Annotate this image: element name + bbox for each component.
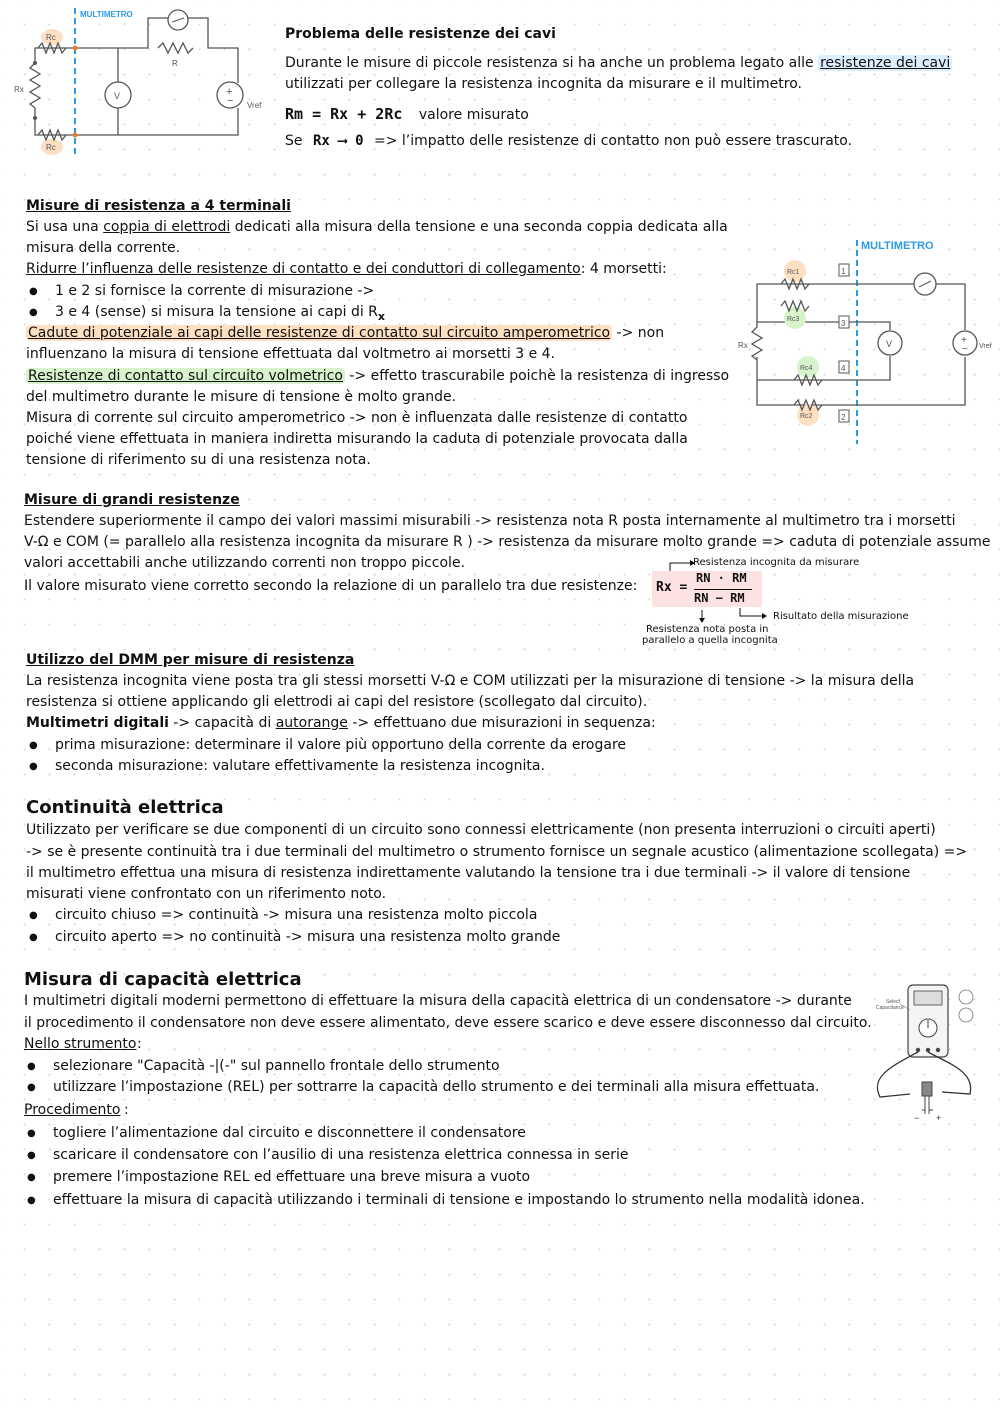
- paragraph-line: Ridurre l’influenza delle resistenze di contatto e dei conduttori di collegamento: 4 morsetti:: [26, 261, 667, 277]
- paragraph-line: utilizzati per collegare la resistenza incognita da misurare e il multimetro.: [285, 76, 802, 92]
- paragraph-line: La resistenza incognita viene posta tra gli stessi morsetti V-Ω e COM utilizzati per la misurazione di tensione -> la misura della: [26, 673, 915, 689]
- paragraph-line: misurati viene confrontato con un riferimento noto.: [26, 886, 387, 902]
- svg-text:−: −: [962, 344, 968, 355]
- paragraph-line: Durante le misure di piccole resistenza si ha anche un problema legato alle resistenze dei cavi: [285, 55, 951, 71]
- svg-text:Rc: Rc: [46, 143, 56, 152]
- paragraph-line: Resistenze di contatto sul circuito volmetrico -> effetto trascurabile poichè la resistenza di ingresso: [28, 368, 730, 384]
- paragraph-line: V-Ω e COM (= parallelo alla resistenza incognita da misurare R ) -> resistenza da misurare molto grande => caduta di potenziale assume: [24, 534, 991, 550]
- handwritten-limit: Rx ⟶ 0: [312, 133, 364, 149]
- annotation: parallelo a quella incognita: [642, 635, 778, 646]
- paragraph-line: del multimetro durante le misure di tensione è molto grande.: [26, 389, 457, 405]
- svg-text:+: +: [226, 86, 233, 98]
- section-title-capacitance: Misura di capacità elettrica: [24, 969, 302, 990]
- paragraph-line: Cadute di potenziale ai capi delle resistenze di contatto sul circuito amperometrico -> non: [28, 325, 665, 341]
- paragraph-line: Si usa una coppia di elettrodi dedicati alla misura della tensione e una seconda coppia dedicata alla: [26, 219, 728, 235]
- list-item: ● 1 e 2 si fornisce la corrente di misurazione ->: [55, 281, 374, 302]
- list-item: ● 3 e 4 (sense) si misura la tensione ai capi di $R_x$: [55, 302, 385, 327]
- formula-line: Se Rx ⟶ 0 => l’impatto delle resistenze di contatto non può essere trascurato.: [285, 133, 853, 149]
- formula-line: Rm = Rx + 2Rc valore misurato: [285, 105, 529, 123]
- svg-text:+: +: [961, 335, 967, 346]
- paragraph-line: Utilizzato per verificare se due componenti di un circuito sono connessi elettricamente (non presenta interruzioni o circuiti aperti): [26, 822, 936, 838]
- svg-text:Rc4: Rc4: [800, 365, 813, 372]
- svg-text:Rc3: Rc3: [787, 316, 800, 323]
- paragraph-line: I multimetri digitali moderni permettono di effettuare la misura della capacità elettrica di un condensatore -> durante: [24, 993, 852, 1009]
- paragraph-line: Multimetri digitali -> capacità di autorange -> effettuano due misurazioni in sequenza:: [26, 715, 656, 731]
- formula-box: Rx = RN · RM RN − RM: [652, 571, 762, 607]
- list-item: ● premere l’impostazione REL ed effettuare una breve misura a vuoto: [53, 1167, 530, 1188]
- handwritten-formula: Rm = Rx + 2Rc: [285, 105, 403, 123]
- svg-text:Rc2: Rc2: [800, 413, 813, 420]
- list-item: ● utilizzare l’impostazione (REL) per sottrarre la capacità dello strumento e dei terminali alla misura effettuata.: [53, 1077, 819, 1098]
- paragraph-line: Estendere superiormente il campo dei valori massimi misurabili -> resistenza nota R posta internamente al multimetro tra i morsetti: [24, 513, 956, 529]
- svg-text:Rc1: Rc1: [787, 269, 800, 276]
- paragraph-line: Procedimento: [24, 1102, 121, 1118]
- paragraph-line: valori accettabili anche utilizzando correnti non troppo piccole.: [24, 555, 466, 571]
- highlight-text: Resistenze di contatto sul circuito volmetrico: [28, 368, 343, 384]
- list-item: ● effettuare la misura di capacità utilizzando i terminali di tensione e impostando lo strumento nella modalità idonea.: [53, 1190, 865, 1211]
- highlight-text: Cadute di potenziale ai capi delle resistenze di contatto sul circuito amperometrico: [28, 325, 611, 341]
- annotation: Resistenza incognita da misurare: [693, 557, 860, 568]
- multimeter-label: MULTIMETRO: [861, 240, 934, 252]
- paragraph-line: -> se è presente continuità tra i due terminali del multimetro o strumento fornisce un segnale acustico (alimentazione scollegata) =>: [26, 844, 968, 860]
- paragraph-line: Il valore misurato viene corretto secondo la relazione di un parallelo tra due resistenze:: [24, 578, 638, 594]
- four-wire-circuit: [735, 232, 997, 447]
- paragraph-line: poiché viene effettuata in maniera indiretta misurando la caduta di potenziale provocata dalla: [26, 431, 688, 447]
- paragraph-line: il procedimento il condensatore non deve essere alimentato, deve essere scarico e deve essere disconnesso dal circuito.: [24, 1015, 872, 1031]
- list-item: ● togliere l’alimentazione dal circuito e disconnettere il condensatore: [53, 1123, 526, 1144]
- paragraph-line: tensione di riferimento su di una resistenza nota.: [26, 452, 371, 468]
- svg-text:3: 3: [841, 319, 846, 328]
- svg-text:R: R: [172, 59, 178, 68]
- list-item: ● seconda misurazione: valutare effettivamente la resistenza incognita.: [55, 756, 545, 777]
- svg-text:Vref: Vref: [979, 343, 992, 350]
- svg-text:Rc: Rc: [46, 33, 56, 42]
- list-item: ● prima misurazione: determinare il valore più opportuno della corrente da erogare: [55, 735, 626, 756]
- svg-text:V: V: [114, 91, 121, 101]
- list-item: ● selezionare "Capacità -|(-" sul pannello frontale dello strumento: [53, 1056, 500, 1077]
- section-title-four-terminal: Misure di resistenza a 4 terminali: [26, 198, 291, 214]
- svg-text:Rx: Rx: [738, 341, 748, 350]
- section-title-continuity: Continuità elettrica: [26, 797, 224, 818]
- paragraph-line: influenzano la misura di tensione effettuata dal voltmetro ai morsetti 3 e 4.: [26, 346, 555, 362]
- paragraph-line: il multimetro effettua una misura di resistenza indirettamente valutando la tensione tra i due terminali -> il valore di tensione: [26, 865, 911, 881]
- svg-text:Select: Select: [886, 999, 900, 1005]
- paragraph-line: misura della corrente.: [26, 240, 181, 256]
- section-title-big-resistances: Misure di grandi resistenze: [24, 492, 240, 508]
- multimeter-label: MULTIMETRO: [80, 10, 133, 19]
- paragraph-line: Nello strumento: [24, 1036, 137, 1052]
- svg-text:Vref: Vref: [247, 101, 262, 110]
- svg-text:−: −: [914, 1113, 920, 1122]
- list-item: ● circuito aperto => no continuità -> misura una resistenza molto grande: [55, 927, 560, 948]
- svg-text:Capacitance: Capacitance: [876, 1005, 904, 1011]
- svg-text:1: 1: [841, 267, 846, 276]
- section-title-cable: Problema delle resistenze dei cavi: [285, 26, 556, 42]
- cable-resistance-circuit: [8, 8, 278, 158]
- svg-text:Rx: Rx: [14, 85, 24, 94]
- svg-text:−: −: [227, 95, 234, 107]
- annotation: Resistenza nota posta in: [646, 624, 769, 635]
- paragraph-line: resistenza si ottiene applicando gli elettrodi ai capi del resistore (scollegato dal circuito).: [26, 694, 648, 710]
- svg-text:+: +: [936, 1113, 942, 1122]
- svg-text:4: 4: [841, 364, 846, 373]
- highlight-text: resistenze dei cavi: [820, 55, 951, 71]
- svg-text:2: 2: [841, 413, 846, 422]
- list-item: ● circuito chiuso => continuità -> misura una resistenza molto piccola: [55, 905, 537, 926]
- capacitance-meter-figure: [870, 982, 980, 1122]
- section-title-dmm: Utilizzo del DMM per misure di resistenza: [26, 652, 355, 668]
- list-item: ● scaricare il condensatore con l’ausilio di una resistenza elettrica connessa in serie: [53, 1145, 629, 1166]
- paragraph-line: Misura di corrente sul circuito amperometrico -> non è influenzata dalle resistenze di contatto: [26, 410, 688, 426]
- svg-text:V: V: [886, 339, 893, 349]
- annotation: Risultato della misurazione: [773, 611, 909, 622]
